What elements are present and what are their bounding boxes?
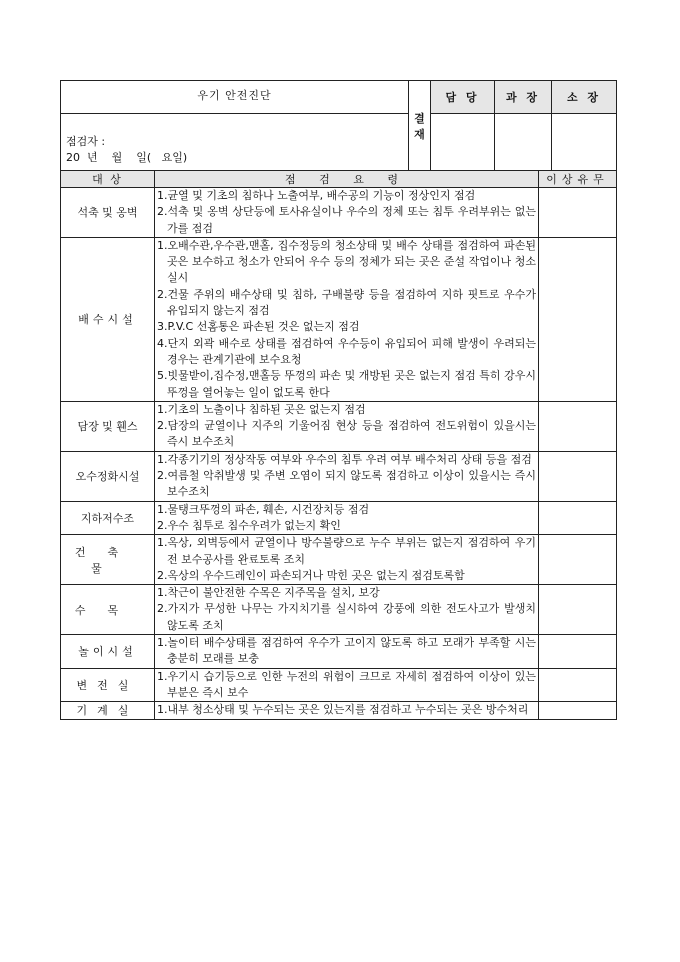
- row-result-cell[interactable]: [539, 401, 617, 451]
- check-point: 1.균열 및 기초의 침하나 노출여부, 배수공의 기능이 정상인지 점검: [157, 189, 476, 202]
- row-check-points: [155, 237, 539, 401]
- row-check-points: [155, 401, 539, 451]
- role-staff: 담 당: [431, 81, 495, 114]
- row-check-points: [155, 501, 539, 535]
- table-row: [61, 401, 617, 451]
- row-target: 건축물: [61, 535, 155, 585]
- table-row: [61, 535, 617, 585]
- table-row: [61, 635, 617, 669]
- check-point: 1.놀이터 배수상태를 점검하여 우수가 고이지 않도록 하고 모래가 부족할 시는 충분히 모래를 보충: [157, 636, 536, 666]
- check-point: 2.담장의 균열이나 지주의 기울어짐 현상 등을 점검하여 전도위험이 있을시는 즉시 보수조치: [157, 419, 536, 449]
- row-target: 석축 및 옹벽: [61, 188, 155, 238]
- check-point: 1.기초의 노출이나 침하된 곳은 없는지 점검: [157, 402, 366, 416]
- row-check-points: [155, 702, 539, 719]
- row-check-points: [155, 451, 539, 501]
- row-result-cell[interactable]: [539, 501, 617, 535]
- table-row: [61, 188, 617, 238]
- check-point: 3.P.V.C 선홈통은 파손된 것은 없는지 점검: [157, 320, 360, 334]
- table-row: [61, 702, 617, 719]
- check-point: 2.옥상의 우수드레인이 파손되거나 막힌 곳은 없는지 점검토록함: [157, 568, 465, 582]
- check-point: 4.단지 외곽 배수로 상태를 점검하여 우수등이 유입되어 피해 발생이 우려되는 경우는 관계기관에 보수요청: [157, 336, 536, 366]
- check-point: 5.빗물받이,집수정,맨홀등 뚜껑의 파손 및 개방된 곳은 없는지 점검 특히 강우시 뚜껑을 열어놓는 일이 없도록 한다: [157, 369, 536, 399]
- row-result-cell[interactable]: [539, 585, 617, 635]
- table-row: [61, 585, 617, 635]
- inspection-form: [60, 80, 616, 720]
- check-point: 1.내부 청소상태 및 누수되는 곳은 있는지를 점검하고 누수되는 곳은 방수처리: [157, 703, 529, 717]
- check-point: 1.물탱크뚜껑의 파손, 훼손, 시건장치등 점검: [157, 502, 370, 516]
- col-target: 대 상: [61, 171, 155, 188]
- row-result-cell[interactable]: [539, 702, 617, 719]
- check-point: 2.가지가 무성한 나무는 가지치기를 실시하여 강풍에 의한 전도사고가 발생치 않도록 조치: [157, 602, 536, 632]
- col-result: 이상유무: [539, 171, 617, 188]
- row-target: 배수시설: [61, 237, 155, 401]
- role-manager: 과 장: [495, 81, 552, 114]
- row-check-points: [155, 535, 539, 585]
- check-point: 1.각종기기의 정상작동 여부와 우수의 침투 우려 여부 배수처리 상태 등을 점검: [157, 452, 532, 466]
- col-points: 점 검 요 령: [155, 171, 539, 188]
- signature-director[interactable]: [552, 114, 617, 171]
- date-line: 20 년 월 일( 요일): [66, 151, 188, 164]
- signature-manager[interactable]: [495, 114, 552, 171]
- row-result-cell[interactable]: [539, 451, 617, 501]
- row-result-cell[interactable]: [539, 237, 617, 401]
- inspector-info: [61, 114, 409, 171]
- row-result-cell[interactable]: [539, 668, 617, 702]
- row-target: 기계실: [61, 702, 155, 719]
- form-header: [60, 80, 617, 171]
- inspection-rows: [61, 188, 617, 720]
- check-point: 2.우수 침투로 침수우려가 없는지 확인: [157, 518, 341, 532]
- row-target: 변전실: [61, 668, 155, 702]
- check-point: 2.석축 및 옹벽 상단등에 토사유실이나 우수의 정체 또는 침투 우려부위는 없는가를 점검: [157, 205, 536, 235]
- row-result-cell[interactable]: [539, 635, 617, 669]
- row-check-points: [155, 585, 539, 635]
- check-point: 2.건물 주위의 배수상태 및 침하, 구배불량 등을 점검하여 지하 핏트로 우수가 유입되지 않는지 점검: [157, 287, 536, 318]
- check-point: 1.옥상, 외벽등에서 균열이나 방수불량으로 누수 부위는 없는지 점검하여 우기전 보수공사를 완료토록 조치: [157, 536, 536, 566]
- row-check-points: [155, 668, 539, 702]
- inspector-label: 점검자 :: [66, 135, 106, 148]
- row-target: 담장 및 휀스: [61, 401, 155, 451]
- check-point: 2.여름철 악취발생 및 주변 오염이 되지 않도록 점검하고 이상이 있을시는 즉시 보수조치: [157, 469, 536, 499]
- form-title: 우기 안전진단: [61, 81, 409, 114]
- table-row: [61, 668, 617, 702]
- table-row: [61, 237, 617, 401]
- row-check-points: [155, 635, 539, 669]
- row-target: 지하저수조: [61, 501, 155, 535]
- check-point: 1.우기시 습기등으로 인한 누전의 위험이 크므로 자세히 점검하여 이상이 있는 부분은 즉시 보수: [157, 669, 536, 699]
- approval-label: 결 재: [409, 81, 431, 171]
- role-director: 소 장: [552, 81, 617, 114]
- check-point: 1.착근이 불안전한 수목은 지주목을 설치, 보강: [157, 586, 380, 600]
- table-row: [61, 451, 617, 501]
- signature-staff[interactable]: [431, 114, 495, 171]
- row-target: 놀이시설: [61, 635, 155, 669]
- inspection-table: [60, 170, 617, 720]
- row-target: 오수정화시설: [61, 451, 155, 501]
- row-check-points: [155, 188, 539, 238]
- row-result-cell[interactable]: [539, 188, 617, 238]
- table-row: [61, 501, 617, 535]
- check-point: 1.오배수관,우수관,맨홀, 집수정등의 청소상태 및 배수 상태를 점검하여 파손된 곳은 보수하고 청소가 안되어 우수 등의 정체가 되는 곳은 준설 작업이나 청소실시: [157, 238, 536, 285]
- row-result-cell[interactable]: [539, 535, 617, 585]
- row-target: 수목: [61, 585, 155, 635]
